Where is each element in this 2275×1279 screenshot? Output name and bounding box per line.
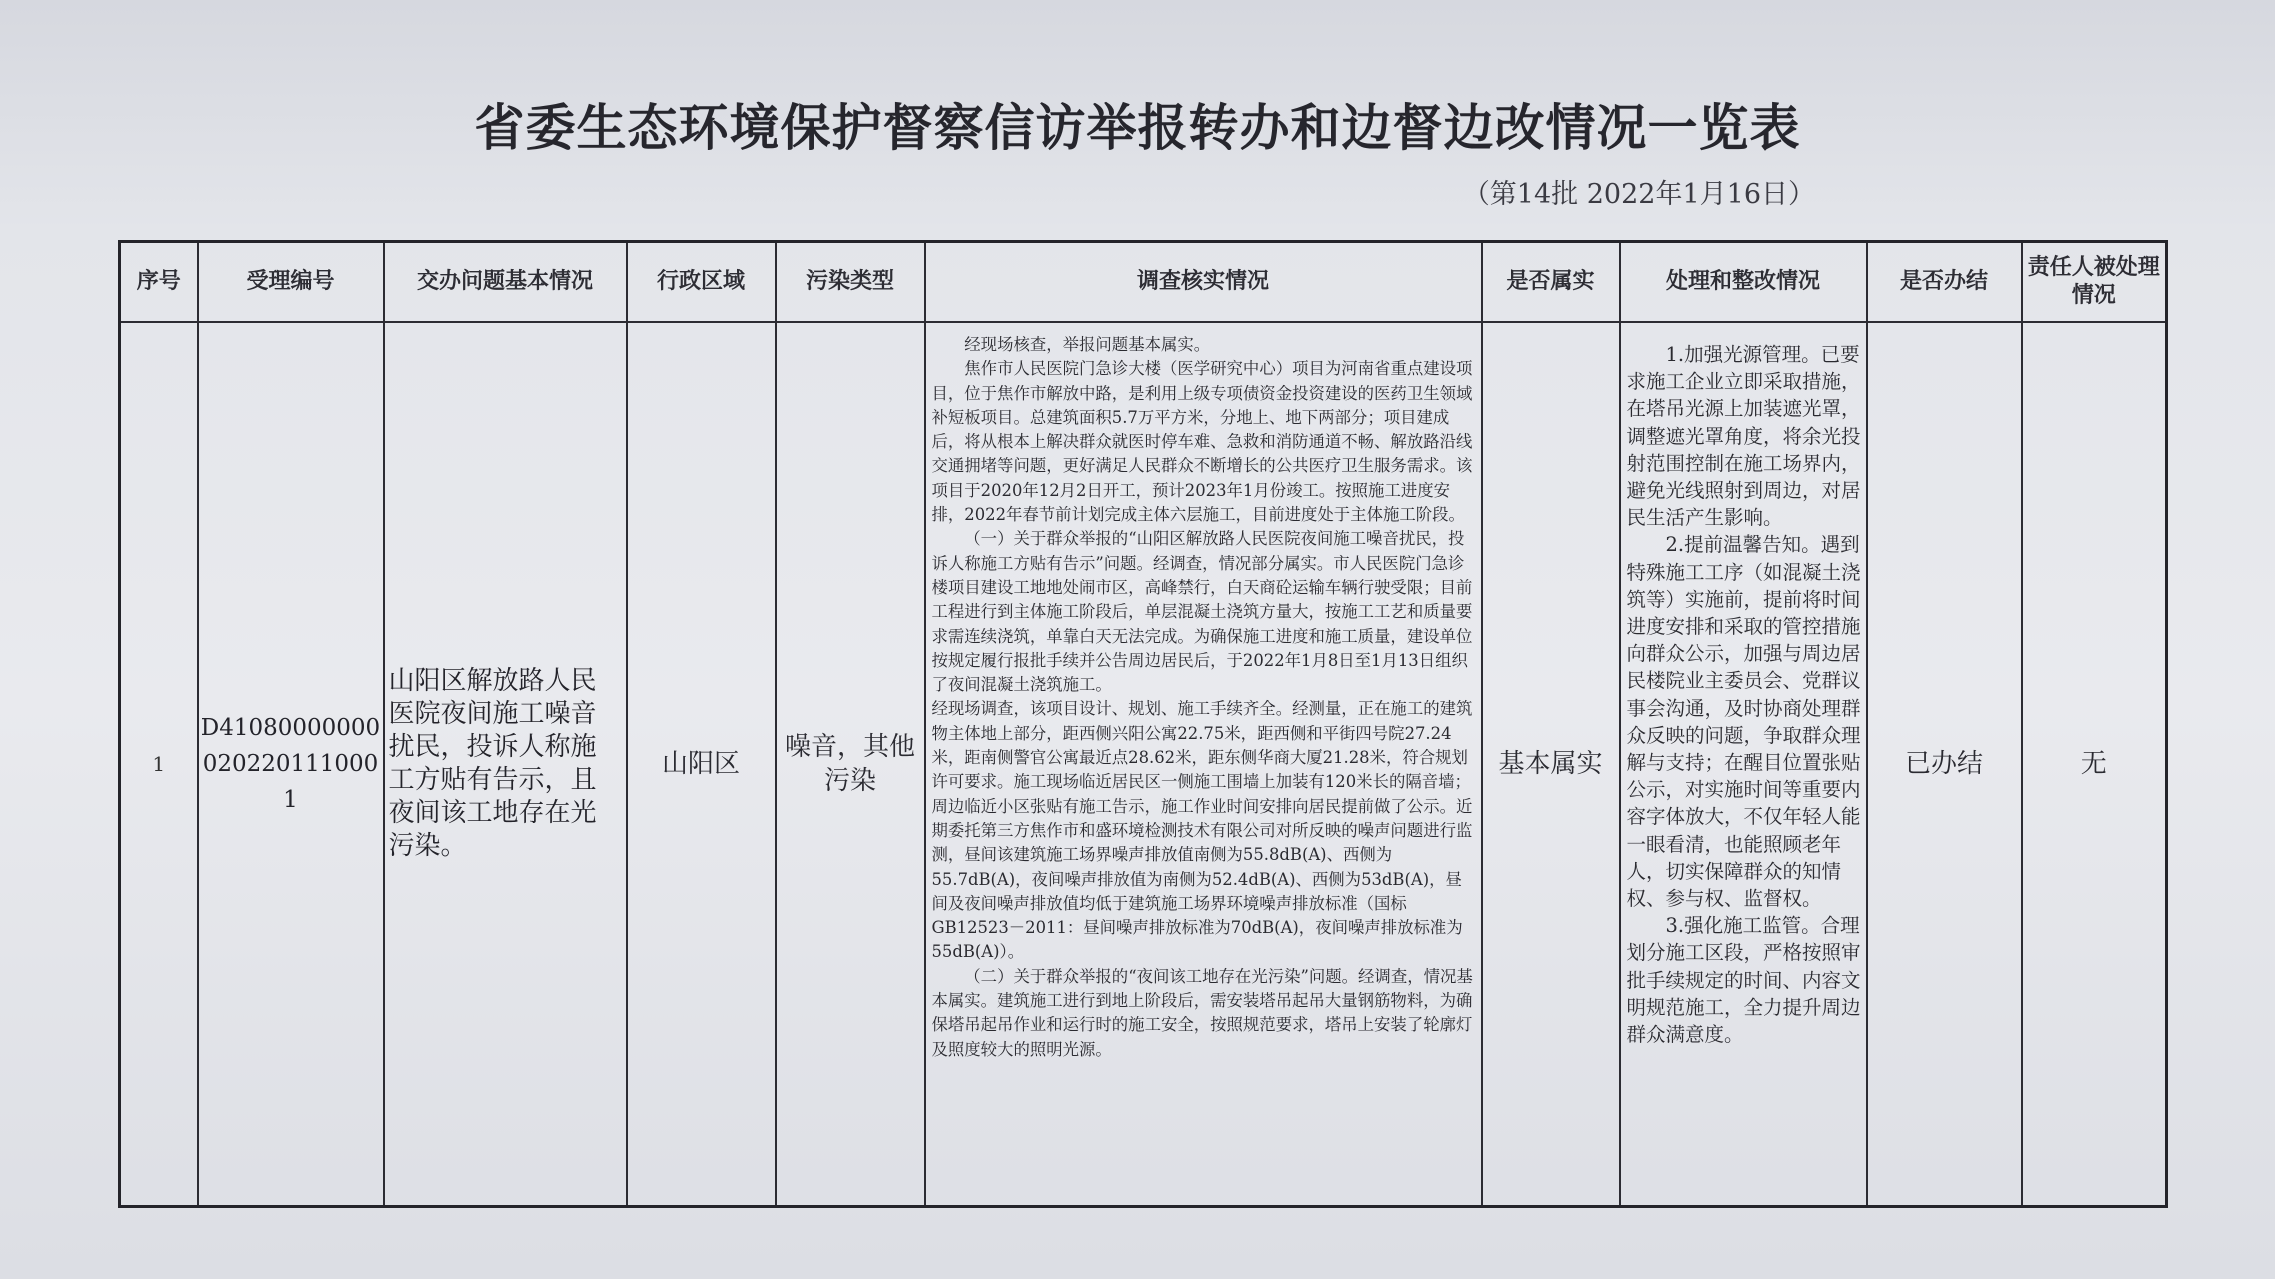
- investigation-paragraph: 经现场调查，该项目设计、规划、施工手续齐全。经测量，正在施工的建筑物主体地上部分，距西侧兴阳公寓22.75米，距西侧和平街四号院27.24米，距南侧警官公寓最近点28.62米，距东侧华商大厦21.28米，符合规划许可要求。施工现场临近居民区一侧施工围墙上加装有120米长的隔音墙；周边临近小区张贴有施工告示，施工作业时间安排向居民提前做了公示。近期委托第三方焦作市和盛环境检测技术有限公司对所反映的噪声问题进行监测，昼间该建筑施工场界噪声排放值南侧为55.8dB(A)、西侧为55.7dB(A)，夜间噪声排放值为南侧为52.4dB(A)、西侧为53dB(A)，昼间及夜间噪声排放值均低于建筑施工场界环境噪声排放标准（国标GB12523－2011：昼间噪声排放标准为70dB(A)，夜间噪声排放标准为55dB(A)）。: [931, 699, 1473, 962]
- investigation-paragraph: （一）关于群众举报的“山阳区解放路人民医院夜间施工噪音扰民，投诉人称施工方贴有告示”问题。经调查，情况部分属实。市人民医院门急诊楼项目建设工地地处闹市区，高峰禁行，白天商砼运输车辆行驶受限；目前工程进行到主体施工阶段后，单层混凝土浇筑方量大，按施工工艺和质量要求需连续浇筑，单靠白天无法完成。为确保施工进度和施工质量，建设单位按规定履行报批手续并公告周边居民后，于2022年1月8日至1月13日组织了夜间混凝土浇筑施工。: [931, 529, 1473, 695]
- header-seq: 序号: [120, 242, 198, 323]
- header-district: 行政区域: [627, 242, 776, 323]
- header-verified: 是否属实: [1482, 242, 1620, 323]
- handling-paragraph: 3.强化施工监管。合理划分施工区段，严格按照审批手续规定的时间、内容文明规范施工，全力提升周边群众满意度。: [1626, 914, 1861, 1047]
- cell-case-number: D410800000000202201110001: [198, 322, 384, 1207]
- cell-completed: 已办结: [1867, 322, 2022, 1207]
- cell-verified: 基本属实: [1482, 322, 1620, 1207]
- table-row: [120, 322, 2167, 1207]
- report-table: [118, 240, 2168, 1208]
- cell-accountability: 无: [2022, 322, 2167, 1207]
- cell-handling: [1620, 322, 1867, 1207]
- document-subtitle: （第14批 2022年1月16日）: [1462, 179, 1815, 210]
- header-pollution-type: 污染类型: [776, 242, 925, 323]
- handling-paragraph: 1.加强光源管理。已要求施工企业立即采取措施，在塔吊光源上加装遮光罩，调整遮光罩角度，将余光投射范围控制在施工场界内，避免光线照射到周边，对居民生活产生影响。: [1626, 343, 1861, 530]
- header-case-number: 受理编号: [198, 242, 384, 323]
- table-header-row: [120, 242, 2167, 323]
- header-investigation: 调查核实情况: [925, 242, 1482, 323]
- header-accountability: 责任人被处理情况: [2022, 242, 2167, 323]
- cell-investigation: [925, 322, 1482, 1207]
- document-title: 省委生态环境保护督察信访举报转办和边督边改情况一览表: [474, 98, 1801, 157]
- cell-district: 山阳区: [627, 322, 776, 1207]
- investigation-paragraph: 焦作市人民医院门急诊大楼（医学研究中心）项目为河南省重点建设项目，位于焦作市解放中路，是利用上级专项债资金投资建设的医药卫生领域补短板项目。总建筑面积5.7万平方米，分地上、地下两部分；项目建成后，将从根本上解决群众就医时停车难、急救和消防通道不畅、解放路沿线交通拥堵等问题，更好满足人民群众不断增长的公共医疗卫生服务需求。该项目于2020年12月2日开工，预计2023年1月份竣工。按照施工进度安排，2022年春节前计划完成主体六层施工，目前进度处于主体施工阶段。: [931, 359, 1473, 525]
- cell-issue: 山阳区解放路人民医院夜间施工噪音扰民，投诉人称施工方贴有告示，且夜间该工地存在光污染。: [384, 322, 627, 1207]
- header-handling: 处理和整改情况: [1620, 242, 1867, 323]
- cell-pollution-type: 噪音，其他污染: [776, 322, 925, 1207]
- header-issue: 交办问题基本情况: [384, 242, 627, 323]
- investigation-paragraph: 经现场核查，举报问题基本属实。: [964, 335, 1211, 354]
- cell-seq: 1: [120, 322, 198, 1207]
- handling-paragraph: 2.提前温馨告知。遇到特殊施工工序（如混凝土浇筑等）实施前，提前将时间进度安排和采取的管控措施向群众公示，加强与周边居民楼院业主委员会、党群议事会沟通，及时协商处理群众反映的问题，争取群众理解与支持；在醒目位置张贴公示，对实施时间等重要内容字体放大，不仅年轻人能一眼看清，也能照顾老年人，切实保障群众的知情权、参与权、监督权。: [1626, 533, 1861, 911]
- investigation-paragraph: （二）关于群众举报的“夜间该工地存在光污染”问题。经调查，情况基本属实。建筑施工进行到地上阶段后，需安装塔吊起吊大量钢筋物料，为确保塔吊起吊作业和运行时的施工安全，按照规范要求，塔吊上安装了轮廓灯及照度较大的照明光源。: [931, 966, 1473, 1059]
- header-completed: 是否办结: [1867, 242, 2022, 323]
